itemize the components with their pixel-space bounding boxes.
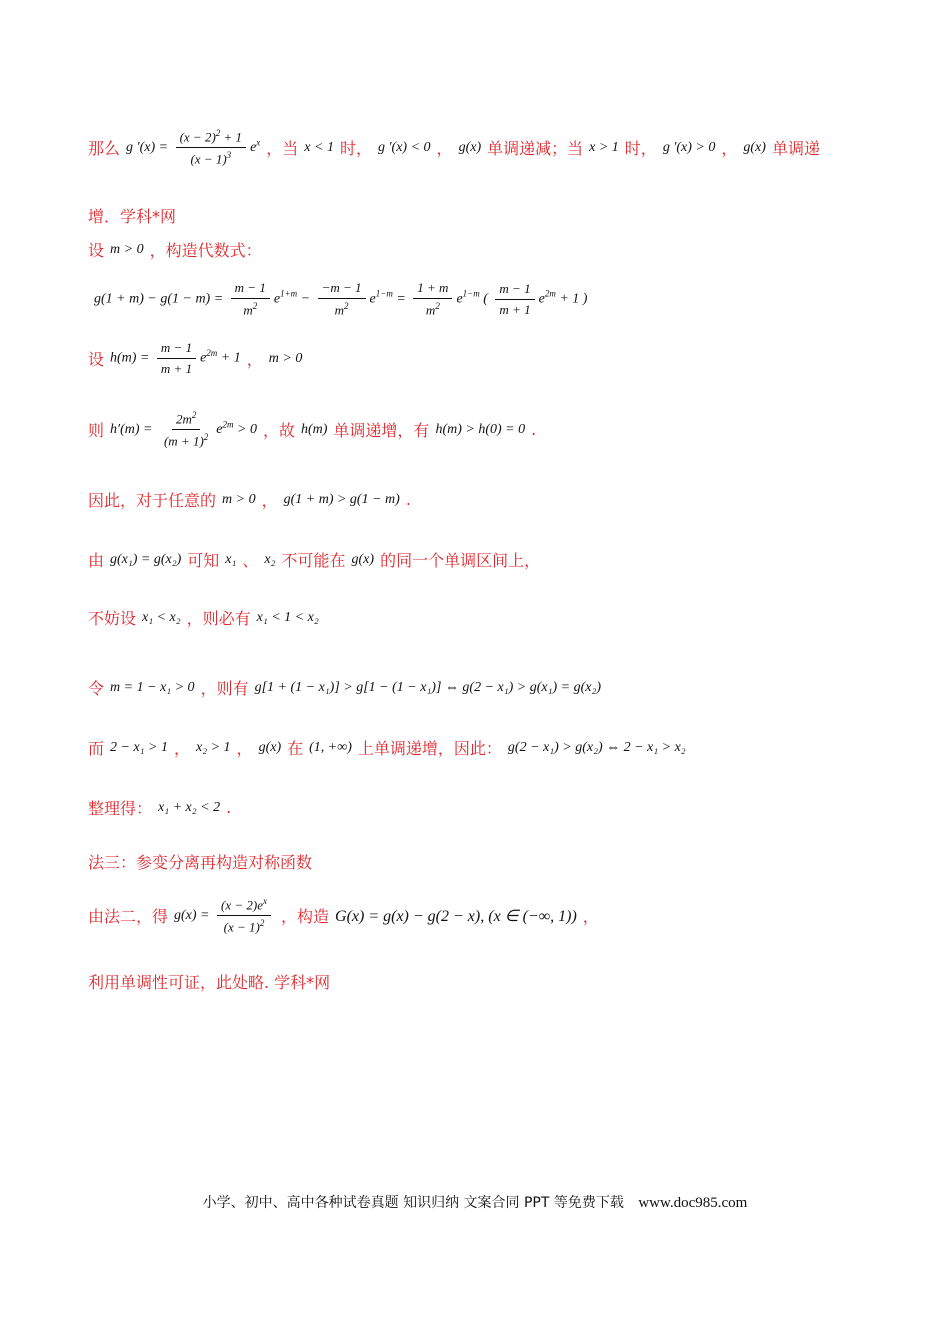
formula: x₂ > 1 (196, 739, 231, 755)
text: . (405, 490, 411, 509)
footer (0, 1192, 950, 1212)
text: 那么 (88, 139, 121, 159)
text: 单调递减；当 (487, 139, 584, 159)
line-10 (88, 676, 870, 699)
formula-gprime: g ′(x) = $\frac{(x - 2)^2 + 1}{(x - 1)^3}$ $e^x$ (126, 128, 261, 167)
line-11 (88, 736, 870, 759)
formula-g-difference: g(1 + m) − g(1 − m) = $\frac{m - 1}{m^2}$ $e^{1+m}$ − $\frac{-m - 1}{m^2}$ $e^{1-m}$ = $\frac{1 + m}{m^2}$ $e^{1-m}$ ( $\frac{m - 1}{m + 1}$ $e^{2m} + 1$ ) (94, 280, 588, 318)
text: 利用单调性可证，此处略. 学科*网 (88, 973, 331, 992)
formula: g[1 + (1 − x₁)] > g[1 − (1 − x₁)] ⇔ g(2 − x₁) > g(x₁) = g(x₂) (254, 679, 601, 695)
text: ，故 (262, 421, 295, 441)
formula: x > 1 (589, 139, 619, 155)
text: 单调递 (771, 139, 820, 159)
footer-text: 小学、初中、高中各种试卷真题 知识归纳 文案合同 PPT 等免费下载 (202, 1195, 624, 1211)
text: ，则有 (200, 679, 249, 698)
text: 设 (88, 350, 105, 369)
line-13-heading (88, 850, 870, 873)
formula-hprime: h′(m) = $\frac{2m^2}{(m + 1)^2}$ $e^{2m} > 0$ (110, 410, 257, 449)
footer-site-link[interactable]: www.doc985.com (638, 1195, 748, 1211)
formula: g(x) (351, 551, 375, 567)
text: ，则必有 (186, 609, 251, 628)
formula: g(x) (258, 739, 282, 755)
text: ， (582, 907, 599, 927)
line-5 (88, 340, 870, 377)
formula: x₂ (264, 551, 276, 567)
line-8 (88, 548, 870, 571)
formula: x₁ < 1 < x₂ (256, 609, 319, 625)
text: . (226, 798, 232, 817)
formula: x₁ + x₂ < 2 (158, 799, 221, 815)
line-1 (88, 128, 870, 168)
text: 时， (339, 139, 372, 159)
formula: m > 0 (222, 491, 256, 507)
text: ，当 (266, 139, 299, 159)
text: 在 (287, 739, 304, 758)
formula: g ′(x) > 0 (662, 139, 716, 155)
text: ，构造代数式： (149, 241, 262, 260)
text: 由法二，得 (88, 907, 169, 927)
section-heading: 法三：参变分离再构造对称函数 (88, 853, 313, 872)
text: 令 (88, 679, 105, 698)
text: ， (174, 739, 191, 758)
formula: g(x) (743, 139, 766, 155)
line-12 (88, 796, 870, 819)
formula: g(1 + m) > g(1 − m) (283, 491, 400, 507)
line-14 (88, 896, 870, 936)
formula: g ′(x) < 0 (377, 139, 431, 155)
text: 单调递增，有 (333, 421, 430, 441)
text: 因此，对于任意的 (88, 491, 217, 510)
line-3 (88, 238, 870, 261)
text: 增．学科*网 (88, 207, 177, 226)
formula-g: g(x) = $\frac{(x - 2)e^x}{(x - 1)^2}$ (174, 896, 275, 936)
formula: m > 0 (110, 241, 144, 257)
line-4 (88, 280, 870, 318)
line-2 (88, 204, 870, 227)
text: 而 (88, 739, 105, 758)
text: ， (236, 739, 253, 758)
line-15 (88, 970, 870, 993)
text: 的同一个单调区间上， (380, 551, 541, 570)
formula: g(x₁) = g(x₂) (110, 551, 182, 567)
text: ，构造 (281, 907, 330, 927)
formula: h(m) > h(0) = 0 (435, 421, 526, 437)
formula-h: h(m) = $\frac{m - 1}{m + 1}$ $e^{2m} + 1$ (110, 340, 241, 376)
text: 不妨设 (88, 609, 137, 628)
text: 则 (88, 421, 105, 441)
formula: 2 − x₁ > 1 (110, 739, 168, 755)
text: 、 (242, 551, 259, 570)
text: ， (246, 350, 263, 369)
text: 上单调递增，因此： (357, 739, 502, 758)
text: ， (436, 139, 453, 159)
text: . (531, 420, 537, 440)
formula: m > 0 (268, 350, 303, 366)
formula: h(m) (300, 421, 328, 437)
formula: g(x) (458, 139, 482, 155)
formula: x < 1 (304, 139, 334, 155)
line-7 (88, 488, 870, 511)
line-6 (88, 410, 870, 450)
formula: g(2 − x₁) > g(x₂) ⇔ 2 − x₁ > x₂ (507, 739, 686, 755)
text: 由 (88, 551, 105, 570)
text: ， (721, 139, 738, 159)
formula: x₁ (225, 551, 237, 567)
text: 可知 (187, 551, 220, 570)
formula: (1, +∞) (309, 739, 352, 755)
fraction: $\frac{(x - 2)^2 + 1}{(x - 1)^3}$ (176, 128, 246, 168)
formula: m = 1 − x₁ > 0 (110, 679, 195, 695)
line-9 (88, 606, 870, 629)
text: ， (261, 491, 278, 510)
text: 时， (624, 139, 657, 159)
formula: G(x) = g(x) − g(2 − x), (x ∈ (−∞, 1)) (335, 907, 577, 925)
text: 不可能在 (281, 551, 346, 570)
formula: x₁ < x₂ (142, 609, 181, 625)
text: 整理得： (88, 799, 153, 818)
text: 设 (88, 241, 105, 260)
